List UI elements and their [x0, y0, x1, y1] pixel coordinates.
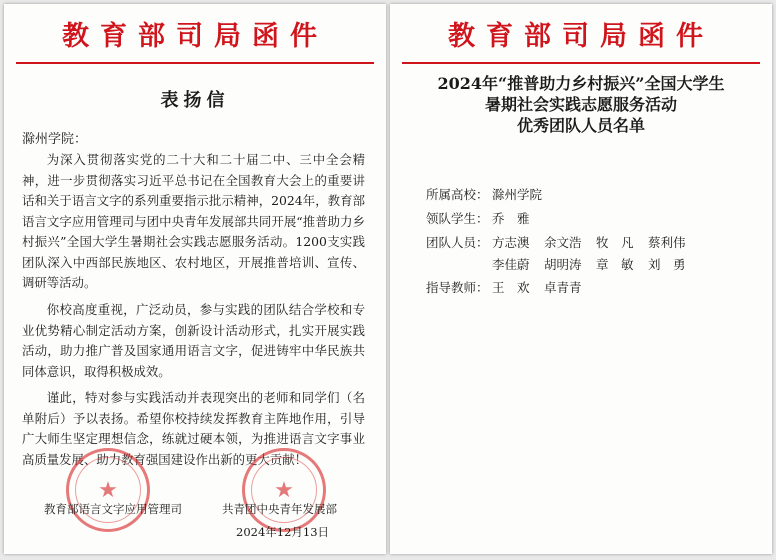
list-title-line: 暑期社会实践志愿服务活动	[484, 95, 677, 114]
salutation: 滁州学院：	[22, 132, 88, 147]
school-value: 滁州学院	[492, 187, 543, 202]
advisors-row	[426, 278, 596, 296]
members-label: 团队人员：	[426, 235, 489, 250]
signature-right: 共青团中央青年发展部	[222, 502, 337, 516]
letter-paragraph: 谨此，特对参与实践活动并表现突出的老师和同学们（名单附后）予以表扬。希望你校持续发挥教育主阵地作用，引导广大师生坚定理想信念，练就过硬本领，为推进语言文字事业高质量发展、助力教育强国建设作出新的更大贡献！	[22, 390, 365, 467]
school-row	[426, 185, 542, 203]
advisors-label: 指导教师：	[426, 280, 489, 295]
member-name: 胡明涛	[544, 257, 582, 272]
leader-row	[426, 209, 530, 227]
letter-paragraph: 你校高度重视，广泛动员，参与实践的团队结合学校和专业优势精心制定活动方案，创新设计活动形式，扎实开展实践活动，助力推广普及国家通用语言文字，促进铸牢中华民族共同体意识，取得积极成效。	[22, 302, 365, 379]
signature-left: 教育部语言文字应用管理司	[44, 502, 182, 516]
advisor-name: 卓青青	[544, 280, 582, 295]
members-row-2	[492, 255, 700, 273]
team-list-page	[390, 4, 772, 554]
commendation-letter-page	[4, 4, 386, 554]
leader-label: 领队学生：	[426, 211, 489, 226]
letter-paragraph: 为深入贯彻落实党的二十大和二十届二中、三中全会精神，进一步贯彻落实习近平总书记在全国教育大会上的重要讲话和关于语言文字的系列重要指示批示精神，2024年，教育部语言文字应用管理司与团中央青年发展部共同开展“推普助力乡村振兴”全国大学生暑期社会实践志愿服务活动。1200支实践团队深入中西部民族地区、农村地区，开展推普培训、宣传、调研等活动。	[22, 152, 365, 290]
member-name: 方志澳	[492, 235, 530, 250]
letterhead-title: 教育部司局函件	[448, 21, 714, 52]
member-name: 蔡利伟	[648, 235, 686, 250]
member-name: 牧 凡	[596, 235, 634, 250]
list-title-line: 2024年“推普助力乡村振兴”全国大学生	[437, 74, 725, 93]
member-name: 余文浩	[544, 235, 582, 250]
member-name: 刘 勇	[648, 257, 686, 272]
official-seal-left: ★	[66, 448, 150, 532]
advisor-name: 王 欢	[492, 280, 530, 295]
school-label: 所属高校：	[426, 187, 489, 202]
letter-title: 表扬信	[160, 90, 230, 111]
leader-value: 乔 雅	[492, 211, 530, 226]
member-name: 章 敏	[596, 257, 634, 272]
letterhead-title: 教育部司局函件	[62, 21, 328, 52]
member-name: 李佳蔚	[492, 257, 530, 272]
letterhead-rule	[402, 62, 760, 64]
members-row	[426, 233, 700, 251]
list-title-line: 优秀团队人员名单	[516, 116, 645, 135]
letter-date: 2024年12月13日	[236, 525, 330, 539]
letterhead-rule	[16, 62, 374, 64]
official-seal-right: ★	[242, 448, 326, 532]
